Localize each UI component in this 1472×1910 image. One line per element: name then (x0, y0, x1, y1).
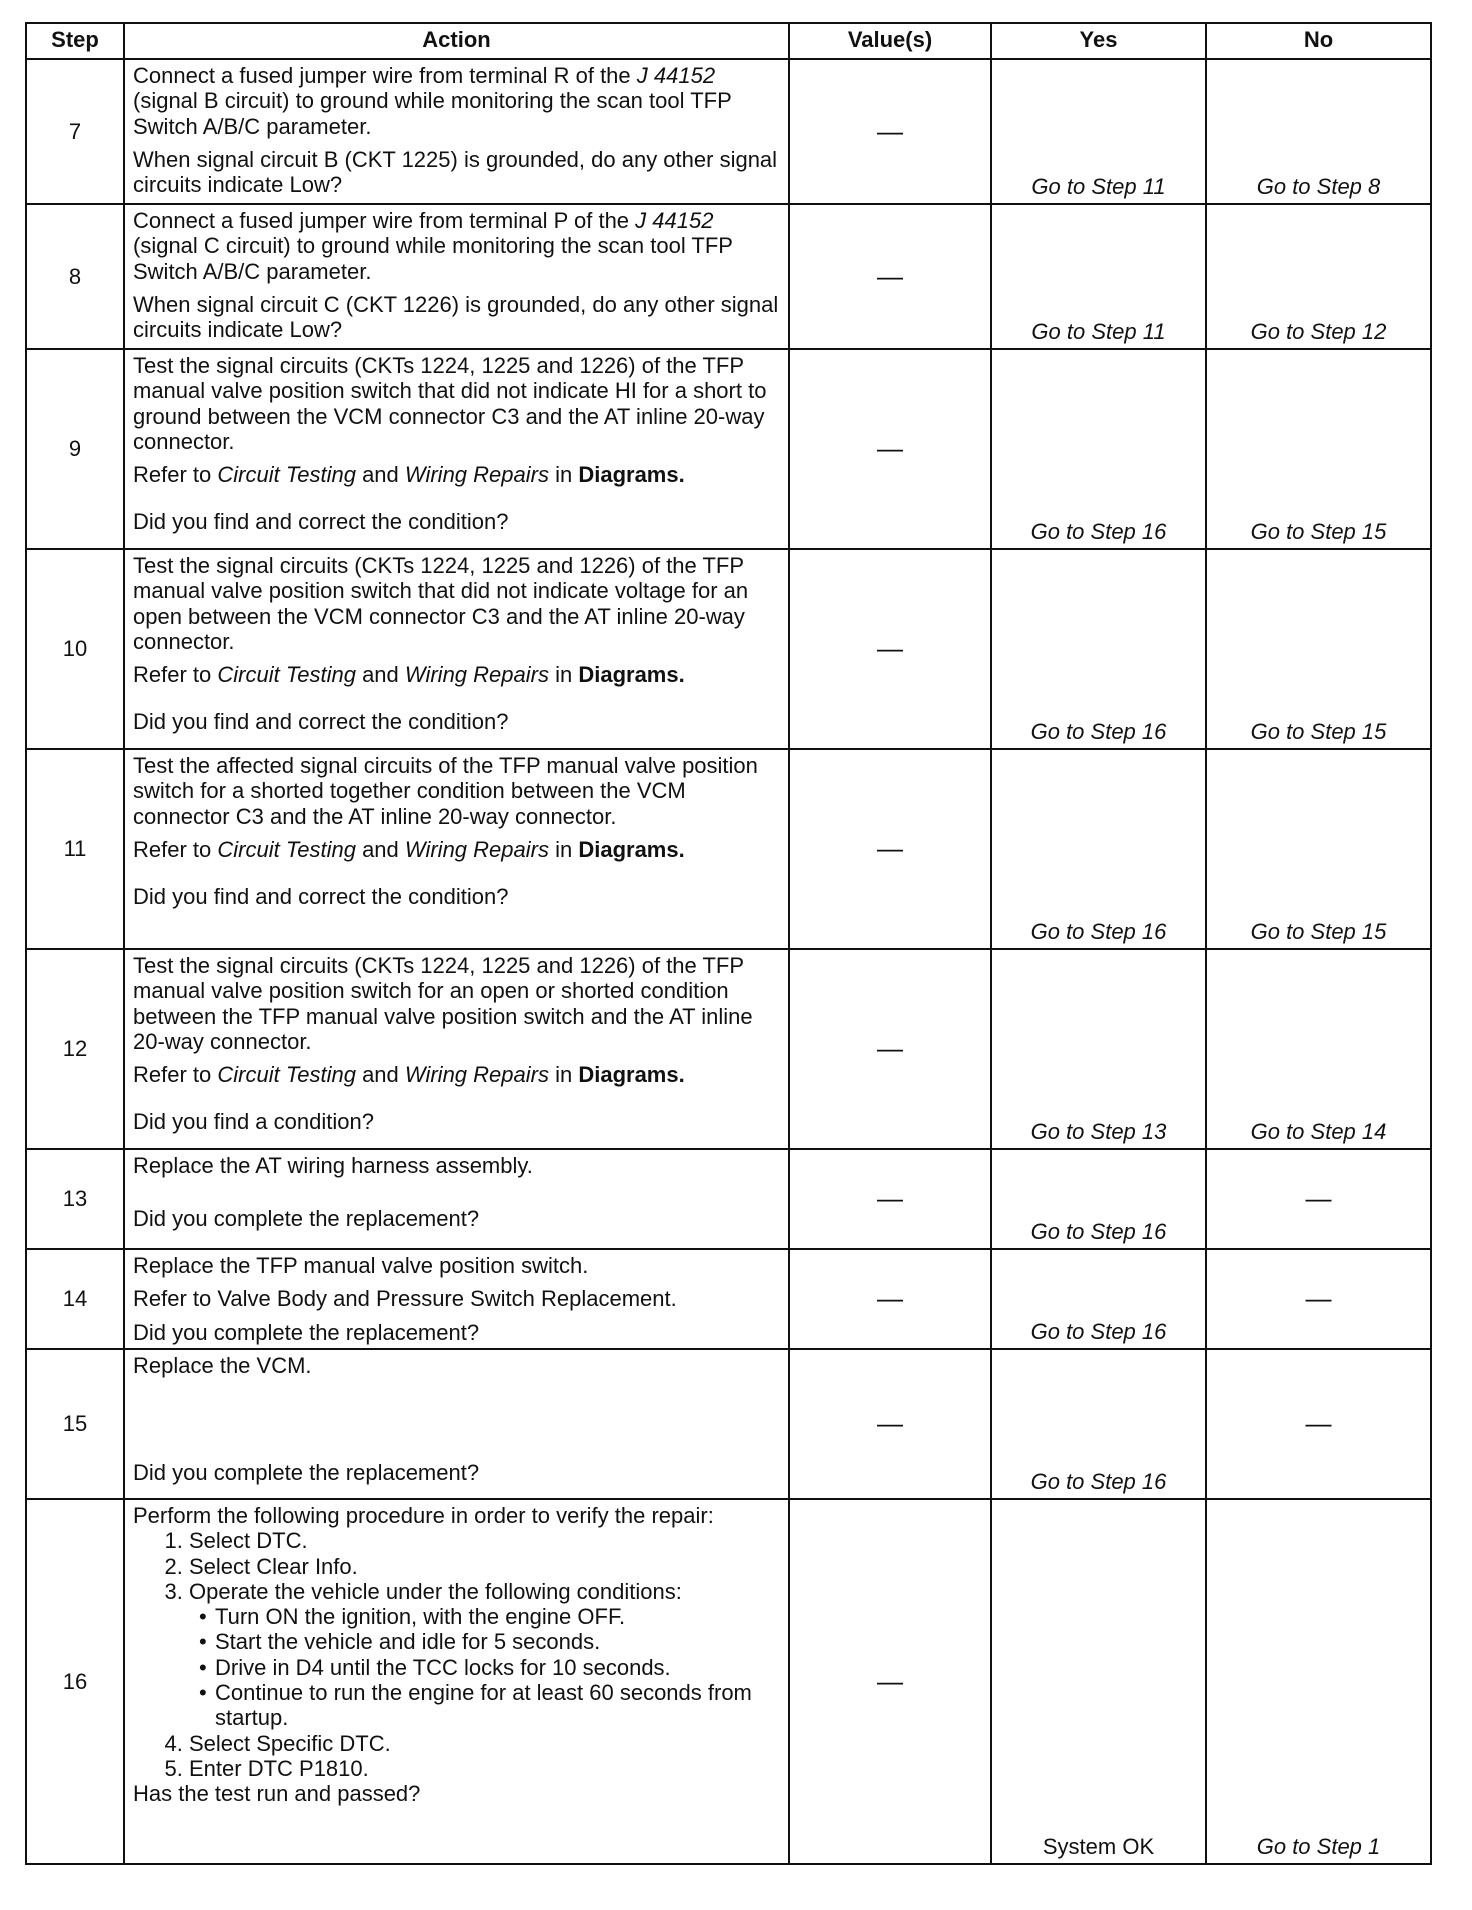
yes-link[interactable]: Go to Step 11 (991, 59, 1206, 204)
step-number: 15 (26, 1349, 124, 1499)
list-item: 1. Select DTC. (189, 1528, 780, 1553)
action-cell (124, 1349, 789, 1499)
action-question: Did you find and correct the condition? (133, 509, 509, 535)
action-text: Connect a fused jumper wire from terminal R of the J 44152 (signal B circuit) to ground while monitoring the scan tool TFP Switch A/B/C parameter. (133, 63, 732, 139)
value-cell: — (789, 349, 991, 549)
step-number: 9 (26, 349, 124, 549)
step-number: 14 (26, 1249, 124, 1349)
table-row (26, 349, 1431, 549)
value-cell: — (789, 549, 991, 749)
action-cell (124, 949, 789, 1149)
yes-link[interactable]: Go to Step 11 (991, 204, 1206, 349)
action-cell (124, 1499, 789, 1864)
value-cell: — (789, 949, 991, 1149)
list-item: • Drive in D4 until the TCC locks for 10 seconds. (215, 1655, 780, 1680)
header-no: No (1206, 23, 1431, 59)
action-cell (124, 549, 789, 749)
action-cell (124, 59, 789, 204)
no-value: — (1206, 1149, 1431, 1249)
value-cell: — (789, 1499, 991, 1864)
table-row (26, 1499, 1431, 1864)
procedure-list (133, 1528, 780, 1781)
no-link[interactable]: Go to Step 1 (1206, 1499, 1431, 1864)
action-text: Replace the TFP manual valve position switch. (133, 1253, 589, 1278)
action-question: Did you complete the replacement? (133, 1206, 480, 1232)
action-question: Did you complete the replacement? (133, 1319, 480, 1345)
step-number: 10 (26, 549, 124, 749)
step-number: 11 (26, 749, 124, 949)
refer-text: Refer to Circuit Testing and Wiring Repairs in Diagrams. (133, 662, 685, 688)
action-cell (124, 1149, 789, 1249)
step-number: 13 (26, 1149, 124, 1249)
action-text: Test the signal circuits (CKTs 1224, 1225 and 1226) of the TFP manual valve position switch that did not indicate voltage for an open between the VCM connector C3 and the AT inline 20-way connector. (133, 553, 749, 654)
step-number: 8 (26, 204, 124, 349)
table-row (26, 549, 1431, 749)
action-cell (124, 1249, 789, 1349)
table-row (26, 204, 1431, 349)
step-number: 16 (26, 1499, 124, 1864)
refer-text: Refer to Circuit Testing and Wiring Repairs in Diagrams. (133, 1062, 685, 1088)
value-cell: — (789, 1349, 991, 1499)
table-row (26, 749, 1431, 949)
no-link[interactable]: Go to Step 12 (1206, 204, 1431, 349)
list-item: • Turn ON the ignition, with the engine OFF. (215, 1604, 780, 1629)
no-value: — (1206, 1349, 1431, 1499)
action-question: When signal circuit B (CKT 1225) is grounded, do any other signal circuits indicate Low? (133, 146, 778, 198)
table-header-row (26, 23, 1431, 59)
refer-text: Refer to Valve Body and Pressure Switch Replacement. (133, 1286, 677, 1312)
table-row (26, 1149, 1431, 1249)
yes-link[interactable]: Go to Step 16 (991, 1349, 1206, 1499)
value-cell: — (789, 1249, 991, 1349)
action-question: When signal circuit C (CKT 1226) is grounded, do any other signal circuits indicate Low? (133, 291, 779, 343)
diagnostic-table (25, 22, 1432, 1865)
header-yes: Yes (991, 23, 1206, 59)
value-cell: — (789, 204, 991, 349)
step-number: 7 (26, 59, 124, 204)
table-row (26, 949, 1431, 1149)
no-link[interactable]: Go to Step 15 (1206, 549, 1431, 749)
action-text: Replace the AT wiring harness assembly. (133, 1153, 533, 1178)
refer-text: Refer to Circuit Testing and Wiring Repairs in Diagrams. (133, 462, 685, 488)
list-item: 5. Enter DTC P1810. (189, 1756, 780, 1781)
condition-list (189, 1604, 780, 1730)
action-question: Has the test run and passed? (133, 1781, 421, 1807)
yes-link[interactable]: Go to Step 13 (991, 949, 1206, 1149)
no-link[interactable]: Go to Step 15 (1206, 749, 1431, 949)
action-text: Perform the following procedure in order to verify the repair: (133, 1503, 714, 1528)
table-row (26, 59, 1431, 204)
action-question: Did you find and correct the condition? (133, 709, 509, 735)
list-item: 3. Operate the vehicle under the following conditions: • Turn ON the ignition, with the engine OFF. • Start the vehicle and idle for 5 seconds. • Drive in D4 until the TCC locks for 10 seconds. • Continue to run the engine for at least 60 seconds from startup. (189, 1579, 780, 1731)
action-text: Test the signal circuits (CKTs 1224, 1225 and 1226) of the TFP manual valve position switch that did not indicate HI for a short to ground between the VCM connector C3 and the AT inline 20-way connector. (133, 353, 767, 454)
no-value: — (1206, 1249, 1431, 1349)
action-cell (124, 749, 789, 949)
yes-link[interactable]: Go to Step 16 (991, 1249, 1206, 1349)
no-link[interactable]: Go to Step 15 (1206, 349, 1431, 549)
yes-link[interactable]: Go to Step 16 (991, 1149, 1206, 1249)
table-row (26, 1349, 1431, 1499)
table-row (26, 1249, 1431, 1349)
value-cell: — (789, 59, 991, 204)
step-number: 12 (26, 949, 124, 1149)
no-link[interactable]: Go to Step 14 (1206, 949, 1431, 1149)
action-cell (124, 349, 789, 549)
action-text: Test the signal circuits (CKTs 1224, 1225 and 1226) of the TFP manual valve position switch for an open or shorted condition between the TFP manual valve position switch and the AT inline 20-way connector. (133, 953, 753, 1054)
action-text: Test the affected signal circuits of the TFP manual valve position switch for a shorted together condition between the VCM connector C3 and the AT inline 20-way connector. (133, 753, 758, 829)
value-cell: — (789, 749, 991, 949)
list-item: • Start the vehicle and idle for 5 seconds. (215, 1629, 780, 1654)
action-cell (124, 204, 789, 349)
list-item: 4. Select Specific DTC. (189, 1731, 780, 1756)
action-question: Did you find and correct the condition? (133, 884, 509, 910)
action-question: Did you complete the replacement? (133, 1460, 480, 1486)
list-item: 2. Select Clear Info. (189, 1554, 780, 1579)
refer-text: Refer to Circuit Testing and Wiring Repairs in Diagrams. (133, 836, 685, 862)
header-action: Action (124, 23, 789, 59)
header-step: Step (26, 23, 124, 59)
action-text: Replace the VCM. (133, 1353, 312, 1378)
action-text: Connect a fused jumper wire from terminal P of the J 44152 (signal C circuit) to ground while monitoring the scan tool TFP Switch A/B/C parameter. (133, 208, 733, 284)
yes-link[interactable]: Go to Step 16 (991, 749, 1206, 949)
action-question: Did you find a condition? (133, 1109, 374, 1135)
value-cell: — (789, 1149, 991, 1249)
yes-result: System OK (991, 1499, 1206, 1864)
list-item: • Continue to run the engine for at least 60 seconds from startup. (215, 1680, 780, 1731)
header-values: Value(s) (789, 23, 991, 59)
no-link[interactable]: Go to Step 8 (1206, 59, 1431, 204)
yes-link[interactable]: Go to Step 16 (991, 549, 1206, 749)
yes-link[interactable]: Go to Step 16 (991, 349, 1206, 549)
